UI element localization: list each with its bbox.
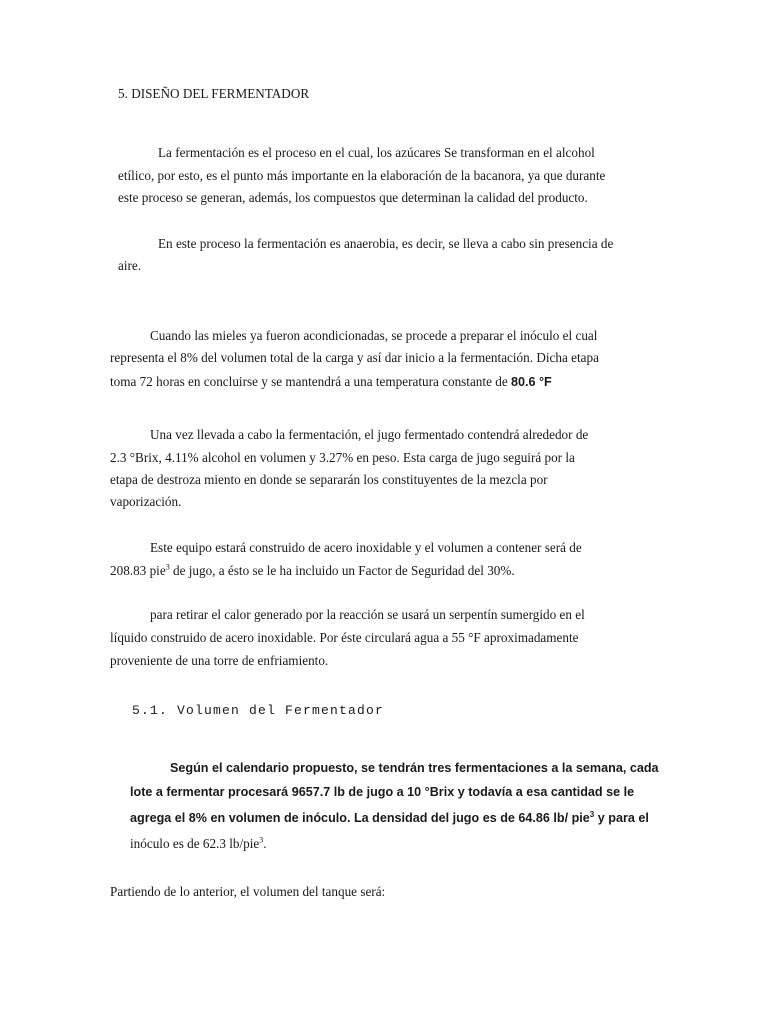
temperature-value: 80.6 °F xyxy=(510,375,552,389)
paragraph-line: etapa de destroza miento en donde se separarán los constituyentes de la mezcla por xyxy=(110,472,548,487)
paragraph-line: Una vez llevada a cabo la fermentación, el jugo fermentado contendrá alrededor de xyxy=(150,427,589,442)
superscript: 3 xyxy=(259,835,264,845)
paragraph-line xyxy=(130,836,267,852)
paragraph-line: En este proceso la fermentación es anaerobia, es decir, se lleva a cabo sin presencia de xyxy=(158,236,614,251)
section-heading: 5. DISEÑO DEL FERMENTADOR xyxy=(118,86,310,101)
paragraph-text: . xyxy=(263,836,267,851)
paragraph-line xyxy=(110,563,515,579)
paragraph-line: líquido construido de acero inoxidable. Por éste circulará agua a 55 °F aproximadamente xyxy=(110,630,579,645)
paragraph-line: este proceso se generan, además, los compuestos que determinan la calidad del producto. xyxy=(118,190,588,205)
paragraph-line: etílico, por esto, es el punto más importante en la elaboración de la bacanora, ya que durante xyxy=(118,168,606,183)
paragraph-text: toma 72 horas en concluirse y se mantendrá a una temperatura constante de xyxy=(110,374,508,389)
paragraph-line xyxy=(110,374,552,390)
paragraph-text: 208.83 pie xyxy=(110,563,166,578)
paragraph-line: lote a fermentar procesará 9657.7 lb de jugo a 10 °Brix y todavía a esa cantidad se le xyxy=(130,785,635,799)
superscript: 3 xyxy=(165,562,170,572)
paragraph-line: representa el 8% del volumen total de la carga y así dar inicio a la fermentación. Dicha etapa xyxy=(110,350,599,365)
paragraph-line: aire. xyxy=(118,258,142,273)
paragraph-line: proveniente de una torre de enfriamiento. xyxy=(110,653,329,668)
paragraph-text: inóculo es de 62.3 lb/pie xyxy=(130,836,260,851)
paragraph-line: Este equipo estará construido de acero inoxidable y el volumen a contener será de xyxy=(150,540,582,555)
paragraph-line: Según el calendario propuesto, se tendrán tres fermentaciones a la semana, cada xyxy=(170,761,659,775)
paragraph-line: Cuando las mieles ya fueron acondicionadas, se procede a preparar el inóculo el cual xyxy=(150,328,598,343)
closing-sentence: Partiendo de lo anterior, el volumen del tanque será: xyxy=(110,884,386,899)
paragraph-line xyxy=(130,810,649,826)
paragraph-line: 2.3 °Brix, 4.11% alcohol en volumen y 3.27% en peso. Esta carga de jugo seguirá por la xyxy=(110,450,575,465)
paragraph-text: de jugo, a ésto se le ha incluido un Factor de Seguridad del 30%. xyxy=(169,563,515,578)
paragraph-line: vaporización. xyxy=(110,494,182,509)
paragraph-line: para retirar el calor generado por la reacción se usará un serpentín sumergido en el xyxy=(150,607,585,622)
paragraph-text: y para el xyxy=(594,811,649,825)
superscript: 3 xyxy=(589,809,595,819)
subsection-heading: 5.1. Volumen del Fermentador xyxy=(132,703,385,718)
paragraph-line: La fermentación es el proceso en el cual, los azúcares Se transforman en el alcohol xyxy=(158,145,595,160)
paragraph-text: agrega el 8% en volumen de inóculo. La densidad del jugo es de 64.86 lb/ pie xyxy=(130,811,590,825)
